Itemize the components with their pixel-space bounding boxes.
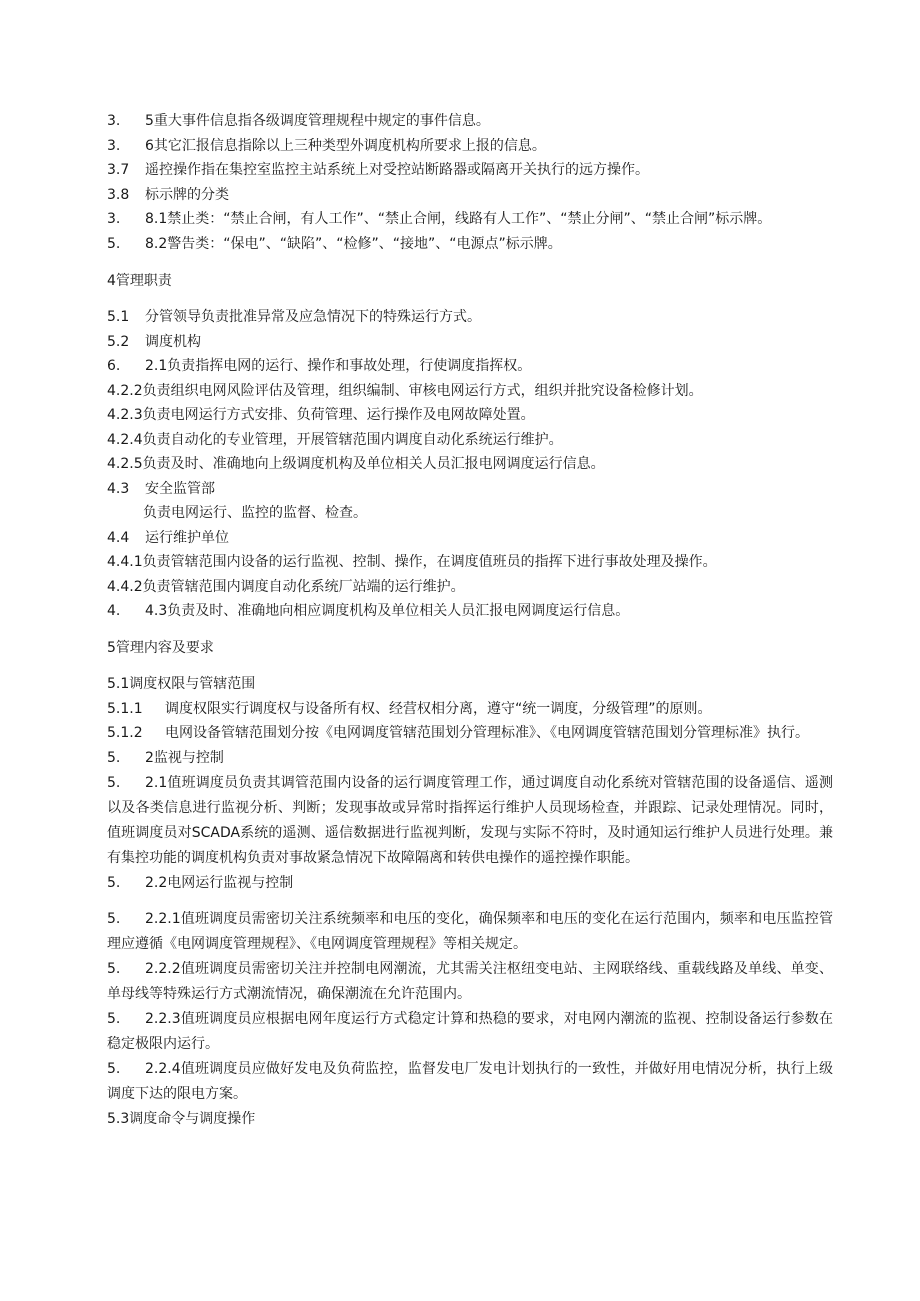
clause-3-8 [107,183,833,208]
clause-5-1 [107,672,833,697]
document-body [107,109,833,1132]
clause-number: 5. [107,1061,121,1077]
clause-number: 5. [107,236,121,252]
clause-number: 3. [107,211,121,227]
clause-4-3-body [107,501,833,526]
clause-text: 4.2.2负责组织电网风险评估及管理，组织编制、审核电网运行方式，组织并批究设备检修计划。 [107,382,703,399]
clause-3-5 [107,109,833,134]
clause-text: 5.3调度命令与调度操作 [107,1111,256,1127]
clause-number: 5. [107,750,121,766]
clause-text: 4.2.3负责电网运行方式安排、负荷管理、运行操作及电网故障处置。 [107,407,535,423]
clause-5-2-2-3 [107,1007,833,1057]
clause-text: 分管领导负责批准异常及应急情况下的特殊运行方式。 [145,309,481,325]
clause-number: 4.3 [107,480,130,497]
clause-text: 电网设备管辖范围划分按《电网调度管辖范围划分管理标准》、《电网调度管辖范围划分管理标准》执行。 [165,725,809,741]
clause-4-2-2 [107,379,833,404]
clause-4-1 [107,305,833,330]
clause-4-2 [107,330,833,355]
clause-4-4-3 [107,599,833,624]
clause-5-1-2 [107,721,833,746]
clause-text: 4.3负责及时、准确地向相应调度机构及单位相关人员汇报电网调度运行信息。 [145,603,630,619]
clause-text: 5重大事件信息指各级调度管理规程中规定的事件信息。 [145,113,490,129]
clause-text: 2.1负责指挥电网的运行、操作和事故处理，行使调度指挥权。 [145,358,532,374]
clause-3-6 [107,134,833,159]
clause-text: 2.2.3值班调度员应根据电网年度运行方式稳定计算和热稳的要求，对电网内潮流的监视、控制设备运行参数在稳定极限内运行。 [107,1011,833,1052]
clause-number: 3.8 [107,186,130,203]
clause-text: 运行维护单位 [145,529,229,546]
clause-4-3 [107,477,833,502]
clause-number: 5.1.1 [107,700,143,717]
clause-4-2-1 [107,354,833,379]
clause-3-7 [107,158,833,183]
clause-number: 5. [107,1011,121,1027]
clause-text: 5.1调度权限与管辖范围 [107,676,256,692]
clause-number: 5.2 [107,333,130,350]
clause-text: 4.4.2负责管辖范围内调度自动化系统厂站端的运行维护。 [107,578,465,595]
clause-text: 遥控操作指在集控室监控主站系统上对受控站断路器或隔离开关执行的远方操作。 [145,162,649,178]
clause-number: 3. [107,113,121,129]
clause-text: 负责电网运行、监控的监督、检查。 [143,505,367,521]
clause-5-2-2-1 [107,907,833,957]
clause-4-2-5 [107,452,833,477]
clause-text: 2.2.2值班调度员需密切关注并控制电网潮流，尤其需关注枢纽变电站、主网联络线、重载线路及单线、单变、单母线等特殊运行方式潮流情况，确保潮流在允许范围内。 [107,961,833,1002]
clause-number: 5.1.2 [107,725,143,741]
clause-text: 6其它汇报信息指除以上三种类型外调度机构所要求上报的信息。 [145,137,546,154]
clause-5-2-2-2 [107,957,833,1007]
section-title: 5管理内容及要求 [107,639,214,656]
clause-text: 2.2.1值班调度员需密切关注系统频率和电压的变化，确保频率和电压的变化在运行范围内，频率和电压监控管理应遵循《电网调度管理规程》、《电网调度管理规程》等相关规定。 [107,911,833,952]
clause-text: 调度权限实行调度权与设备所有权、经营权相分离，遵守“统一调度，分级管理”的原则。 [165,700,712,717]
clause-text: 安全监管部 [145,480,215,497]
clause-text: 2.2.4值班调度员应做好发电及负荷监控，监督发电厂发电计划执行的一致性，并做好用电情况分析，执行上级调度下达的限电方案。 [107,1061,833,1102]
clause-5-2-2 [107,871,833,896]
clause-3-8-1 [107,207,833,232]
clause-number: 4.4 [107,529,130,546]
clause-5-2 [107,746,833,771]
clause-text: 4.2.4负责自动化的专业管理，开展管辖范围内调度自动化系统运行维护。 [107,431,563,448]
clause-5-3 [107,1107,833,1132]
clause-number: 5. [107,961,121,977]
clause-text: 4.4.1负责管辖范围内设备的运行监视、控制、操作，在调度值班员的指挥下进行事故处理及操作。 [107,554,717,570]
clause-5-1-1 [107,697,833,722]
clause-number: 3.7 [107,162,130,178]
section-title: 4管理职责 [107,272,172,289]
clause-number: 5. [107,774,121,791]
clause-text: 2监视与控制 [145,750,224,766]
clause-number: 5.1 [107,309,130,325]
clause-5-2-2-4 [107,1057,833,1107]
clause-text: 8.1禁止类：“禁止合闸，有人工作”、“禁止合闸，线路有人工作”、“禁止分闸”、“禁止合闸”标示牌。 [145,211,772,227]
clause-number: 4. [107,603,121,619]
clause-4-4-1 [107,550,833,575]
clause-3-8-2 [107,232,833,257]
clause-text: 标示牌的分类 [145,186,229,203]
clause-text: 2.2电网运行监视与控制 [145,874,294,891]
clause-number: 6. [107,358,121,374]
clause-4-2-4 [107,428,833,453]
clause-number: 3. [107,137,121,154]
clause-text: 8.2警告类：“保电”、“缺陷”、“检修”、“接地”、“电源点”标示牌。 [145,236,562,252]
clause-4-4-2 [107,575,833,600]
clause-text: 4.2.5负责及时、准确地向上级调度机构及单位相关人员汇报电网调度运行信息。 [107,456,605,472]
clause-4-4 [107,526,833,551]
section-heading-4 [107,269,833,294]
clause-text: 2.1值班调度员负责其调管范围内设备的运行调度管理工作，通过调度自动化系统对管辖范围的设备遥信、遥测以及各类信息进行监视分析、判断；发现事故或异常时指挥运行维护人员现场检查，并跟踪、记录处理情况。同时，值班调度员对SCADA系统的遥测、遥信数据进行监视判断，发现与实际不符时，及时通知运行维护人员进行处理。兼有集控功能的调度机构负责对事故紧急情况下故障隔离和转供电操作的遥控操作职能。 [107,774,833,866]
clause-text: 调度机构 [145,333,201,350]
section-heading-5 [107,636,833,661]
clause-4-2-3 [107,403,833,428]
clause-number: 5. [107,874,121,891]
clause-5-2-1 [107,771,833,871]
clause-number: 5. [107,911,121,927]
